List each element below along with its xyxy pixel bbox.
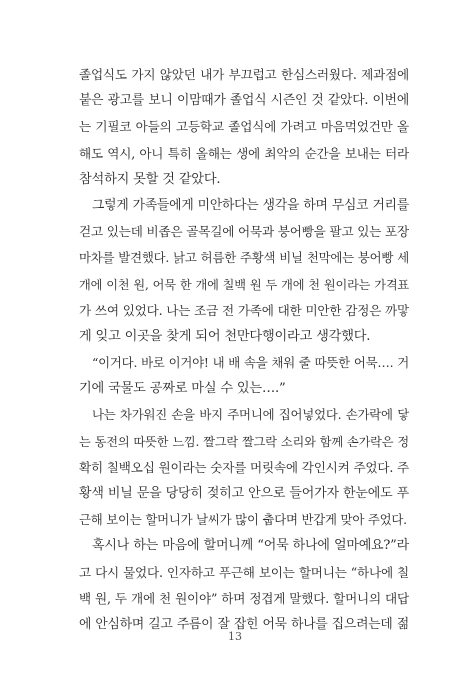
text-line: 황색 비닐 문을 당당히 젖히고 안으로 들어가자 한눈에도 푸 bbox=[79, 486, 409, 501]
text-line: 에 안심하며 길고 주름이 잘 잡힌 어묵 하나를 집으려는데 젊 bbox=[79, 616, 409, 632]
text-line: 게 잊고 이곳을 찾게 되어 천만다행이라고 생각했다. bbox=[79, 328, 371, 344]
text-line: 걷고 있는데 비좁은 골목길에 어묵과 붕어빵을 팔고 있는 포장 bbox=[79, 224, 409, 240]
text-line: 참석하지 못할 것 같았다. bbox=[79, 171, 221, 187]
text-line: 확히 칠백오십 원이라는 숫자를 머릿속에 각인시켜 주었다. 주 bbox=[79, 459, 409, 475]
text-line: 근해 보이는 할머니가 날씨가 많이 춥다며 반갑게 맞아 주었다. bbox=[79, 512, 407, 528]
text-line: 마차를 발견했다. 낡고 허름한 주황색 비닐 천막에는 붕어빵 세 bbox=[79, 250, 409, 266]
text-line: 붙은 광고를 보니 이맘때가 졸업식 시즌인 것 같았다. 이번에 bbox=[79, 93, 409, 109]
text-line: 혹시나 하는 마음에 할머니께 “어묵 하나에 얼마예요?”라 bbox=[92, 538, 409, 554]
text-line: 백 원, 두 개에 천 원이야” 하며 정겹게 말했다. 할머니의 대답 bbox=[79, 590, 409, 606]
text-line: 가 쓰여 있었다. 나는 조금 전 가족에 대한 미안한 감정은 까맣 bbox=[79, 302, 409, 318]
text-line: 는 기필코 아들의 고등학교 졸업식에 가려고 마음먹었건만 올 bbox=[79, 119, 409, 135]
text-line: 해도 역시, 아니 특히 올해는 생에 최악의 순간을 보내는 터라 bbox=[79, 145, 409, 161]
text-line: 졸업식도 가지 않았던 내가 부끄럽고 한심스러웠다. 제과점에 bbox=[79, 67, 409, 82]
text-line: 개에 이천 원, 어묵 한 개에 칠백 원 두 개에 천 원이라는 가격표 bbox=[79, 277, 409, 292]
text-line: 는 동전의 따뜻한 느낌. 짤그락 짤그락 소리와 함께 손가락은 정 bbox=[79, 434, 409, 449]
text-line: 고 다시 물었다. 인자하고 푸근해 보이는 할머니는 “하나에 칠 bbox=[79, 564, 409, 580]
page-number: 13 bbox=[228, 630, 242, 643]
text-line: 기에 국물도 공짜로 마실 수 있는….” bbox=[79, 381, 286, 397]
body-text bbox=[79, 62, 409, 638]
text-line: 그렇게 가족들에게 미안하다는 생각을 하며 무심코 거리를 bbox=[92, 197, 409, 213]
text-line: “이거다. 바로 이거야! 내 배 속을 채워 줄 따뜻한 어묵…. 거 bbox=[92, 355, 409, 371]
text-line: 나는 차가워진 손을 바지 주머니에 집어넣었다. 손가락에 닿 bbox=[92, 407, 409, 423]
